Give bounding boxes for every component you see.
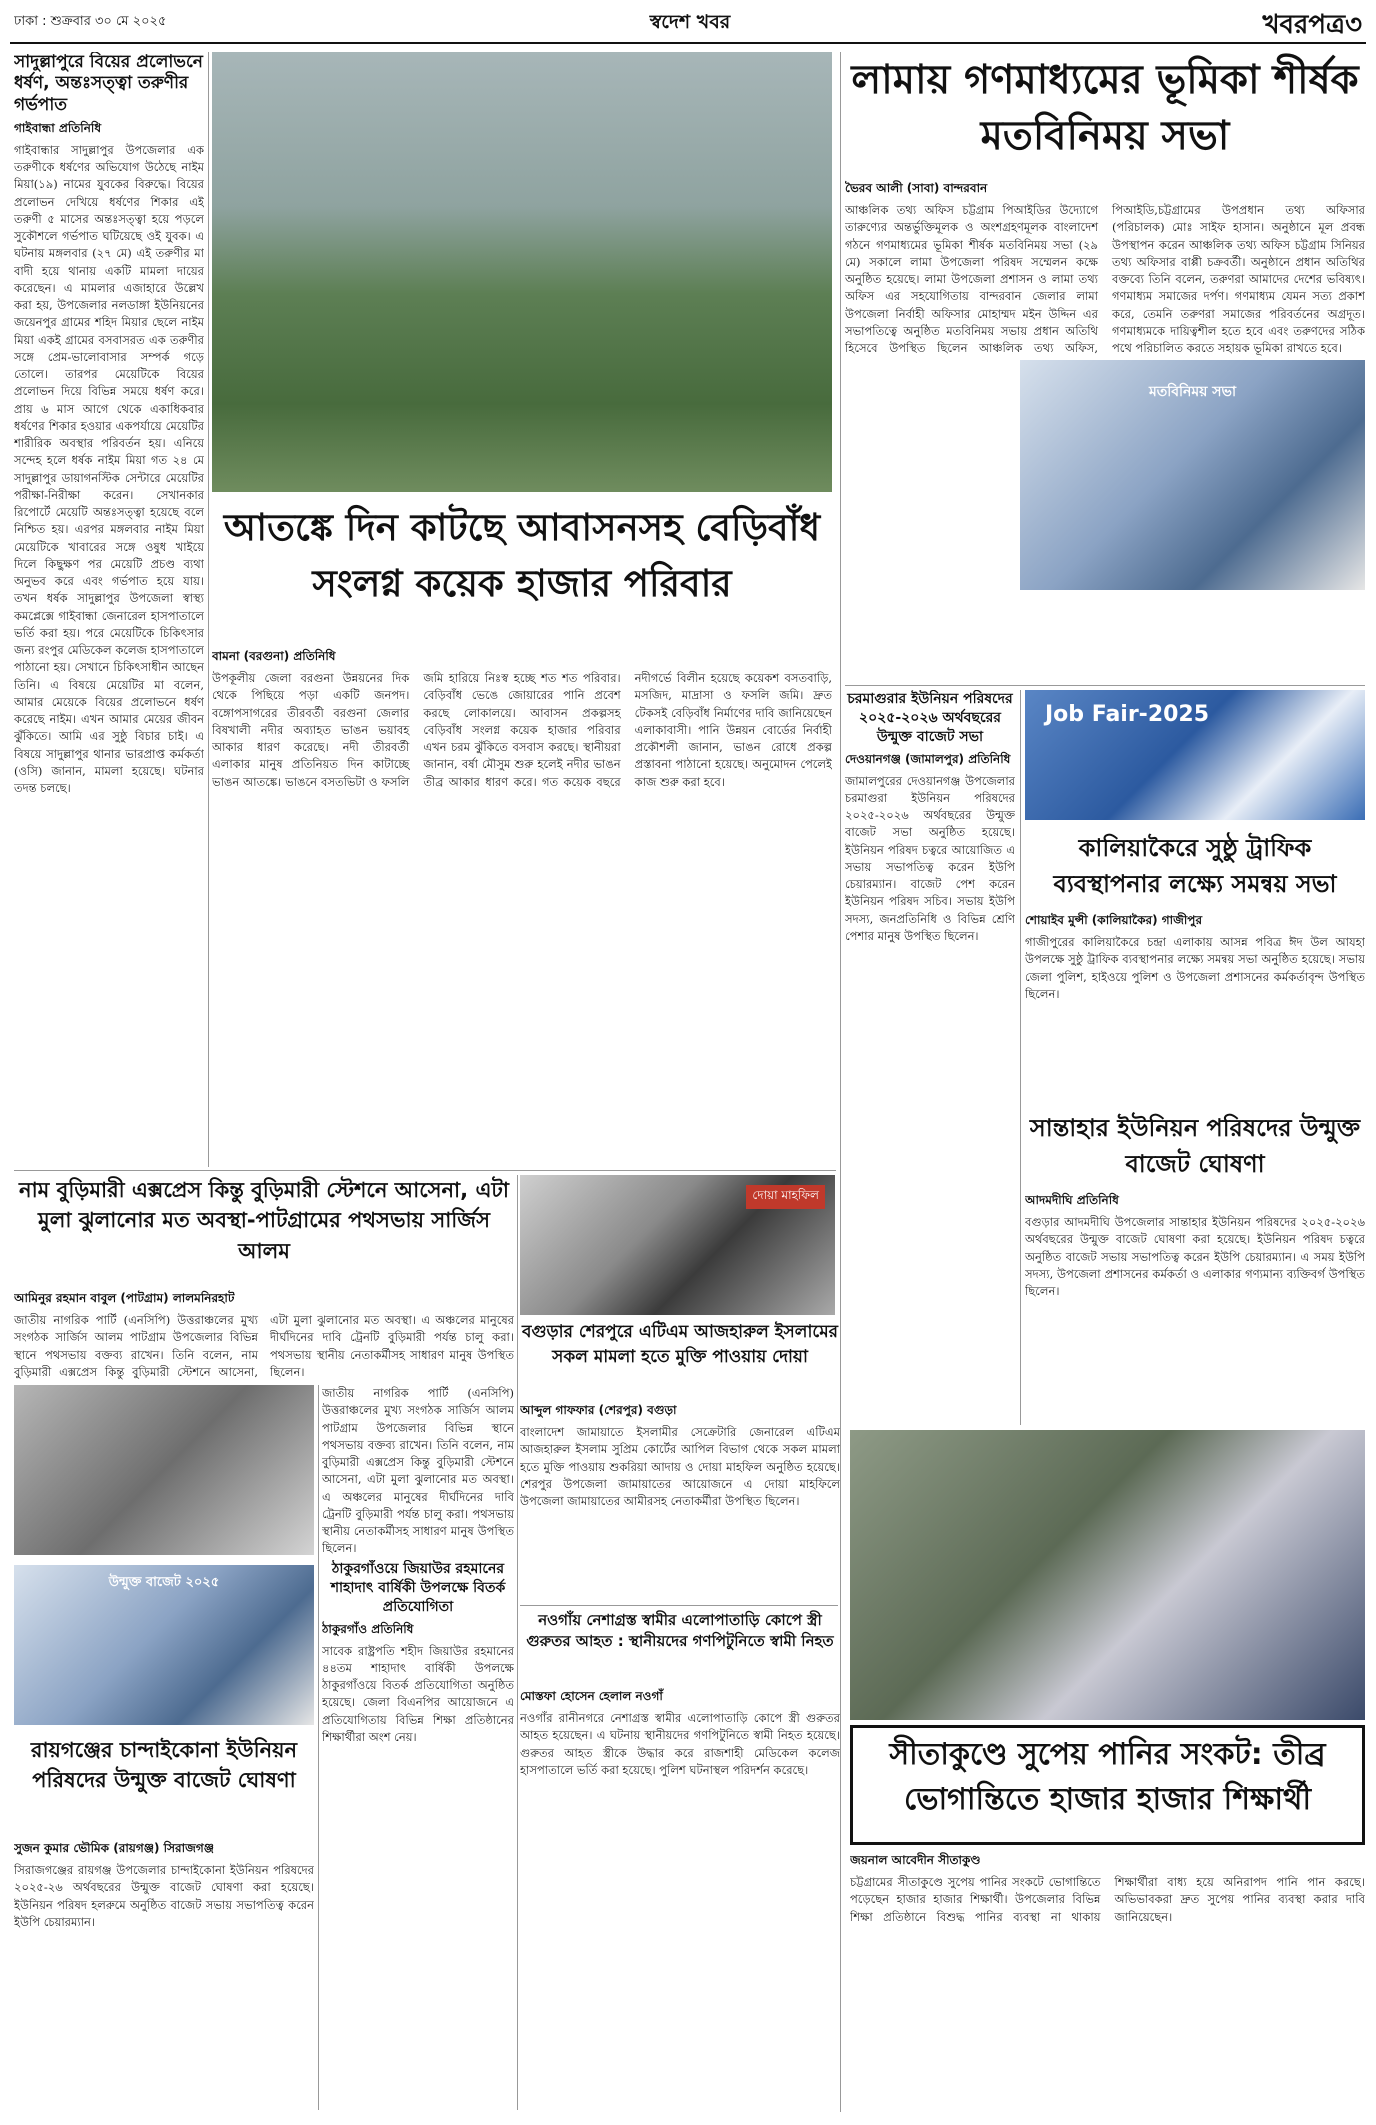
- lama-meeting-photo: [1020, 360, 1365, 590]
- byline: আব্দুল গাফফার (শেরপুর) বগুড়া: [520, 1403, 677, 1417]
- riverbank-photo: [212, 52, 832, 492]
- headline: আতঙ্কে দিন কাটছে আবাসনসহ বেড়িবাঁধ সংলগ্ন কয়েক হাজার পরিবার: [223, 506, 821, 605]
- headline: কালিয়াকৈরে সুষ্ঠু ট্রাফিক ব্যবস্থাপনার লক্ষ্যে সমন্বয় সভা: [1053, 834, 1337, 898]
- byline: মোস্তফা হোসেন হেলাল নওগাঁ: [520, 1689, 663, 1703]
- article-kaliakair: [1025, 912, 1365, 1102]
- article-burimari: [14, 1290, 514, 1380]
- bedibadh-headline-box: [212, 500, 832, 640]
- article-body: জামালপুরের দেওয়ানগঞ্জ উপজেলার চরমাগুরা ইউনিয়ন পরিষদের ২০২৫-২০২৬ অর্থবছরের উন্মুক্ত বাজেট সভা অনুষ্ঠিত হয়েছে। ইউনিয়ন পরিষদ চত্বরে আয়োজিত এ সভায় সভাপতিত্ব করেন ইউপি চেয়ারম্যান। বাজেট পেশ করেন ইউনিয়ন পরিষদ সচিব। সভায় ইউপি সদস্য, জনপ্রতিনিধি ও বিভিন্ন শ্রেণি পেশার মানুষ উপস্থিত ছিলেন।: [845, 773, 1015, 943]
- page-number: ৩: [1345, 10, 1362, 40]
- article-body: গাইবান্ধার সাদুল্লাপুর উপজেলার এক তরুণীকে ধর্ষণের অভিযোগ উঠেছে নাইম মিয়া(১৯) নামের যুবকের বিরুদ্ধে। বিয়ের প্রলোভন দেখিয়ে ধর্ষণের শিকার এই তরুণী ৫ মাসের অন্তঃসত্ত্বা হয়ে পড়লে সুকৌশলে গর্ভপাত ঘটিয়েছে ওই যুবক। এ ঘটনায় মঙ্গলবার (২৭ মে) এই তরুণীর মা বাদী হয়ে থানায় একটি মামলা দায়ের করেছেন। এ মামলার এজাহারে উল্লেখ করা হয়, উপজেলার নলডাঙ্গা ইউনিয়নের জয়েনপুর গ্রামের শহিদ মিয়ার ছেলে নাইম মিয়া একই গ্রামের বসবাসরত এক তরুণীর সঙ্গে প্রেম-ভালোবাসার সম্পর্ক গড়ে তোলে। তারপর মেয়েটিকে বিয়ের প্রলোভন দিয়ে বিভিন্ন সময়ে ধর্ষণ করে। প্রায় ৬ মাস আগে থেকে একাধিকবার ধর্ষণের শিকার হওয়ার একপর্যায়ে মেয়েটির শারীরিক অবস্থার পরিবর্তন হয়। এনিয়ে সন্দেহ হলে ধর্ষক নাইম মিয়া গত ২৪ মে সাদুল্লাপুর ডায়াগনস্টিক সেন্টারে মেয়েটির পরীক্ষা-নিরীক্ষা করেন। সেখানকার রিপোর্টে মেয়েটি অন্তঃসত্ত্বা হয়েছে বলে নিশ্চিত হয়। এরপর মঙ্গলবার নাইম মিয়া মেয়েটিকে খাবারের সঙ্গে ওষুধ খাইয়ে দিলে কিছুক্ষণ পর মেয়েটি প্রচণ্ড ব্যথা অনুভব করে এবং গর্ভপাত হয়ে যায়। তখন ধর্ষক সাদুল্লাপুর উপজেলা স্বাস্থ্য কমপ্লেক্সে গাইবান্ধা জেনারেল হাসপাতালে ভর্তি করা হয়। পরে মেয়েটিকে চিকিৎসার জন্য রংপুর মেডিকেল কলেজ হাসপাতালে পাঠানো হয়। সেখানে চিকিৎসাধীন আছেন তিনি। এ বিষয়ে মেয়েটির মা বলেন, আমার মেয়েকে বিয়ের প্রলোভনে ধর্ষণ করেছে নাইম। এখন আমার মেয়ের জীবন ঝুঁকিতে। আমি এর সুষ্ঠু বিচার চাই। এ বিষয়ে সাদুল্লাপুর থানার ভারপ্রাপ্ত কর্মকর্তা (ওসি) জানান, মামলা হয়েছে। ঘটনার তদন্ত চলছে।: [14, 142, 204, 795]
- byline: দেওয়ানগঞ্জ (জামালপুর) প্রতিনিধি: [845, 751, 1011, 766]
- article-body: বাংলাদেশ জামায়াতে ইসলামীর সেক্রেটারি জেনারেল এটিএম আজহারুল ইসলাম সুপ্রিম কোর্টের আপিল বিভাগ থেকে সকল মামলা হতে মুক্তি পাওয়ায় শুকরিয়া আদায় ও দোয়া মাহফিল অনুষ্ঠিত হয়েছে। শেরপুর উপজেলা জামায়াতের আয়োজনে এ দোয়া মাহফিলে উপজেলা জামায়াতের আমীরসহ নেতাকর্মীরা উপস্থিত ছিলেন।: [520, 1425, 840, 1508]
- column-divider: [318, 1385, 319, 2110]
- byline: বামনা (বরগুনা) প্রতিনিধি: [212, 649, 336, 663]
- article-body-continued: জাতীয় নাগরিক পার্টি (এনসিপি) উত্তরাঞ্চলের মুখ্য সংগঠক সার্জিস আলম পাটগ্রাম উপজেলার বিভিন্ন স্থানে পথসভায় বক্তব্য রাখেন। তিনি বলেন, নাম বুড়িমারী এক্সপ্রেস কিন্তু বুড়িমারী স্টেশনে আসেনা, এটা মুলা ঝুলানোর মত অবস্থা। এ অঞ্চলের মানুষের দীর্ঘদিনের দাবি ট্রেনটি বুড়িমারী পর্যন্ত চালু করা। পথসভায় স্থানীয় নেতাকর্মীসহ সাধারণ মানুষ উপস্থিত ছিলেন।: [322, 1386, 514, 1556]
- article-santahar: [1025, 1192, 1365, 1422]
- article-body: নওগাঁর রানীনগরে নেশাগ্রস্ত স্বামীর এলোপাতাড়ি কোপে স্ত্রী গুরুতর আহত হয়েছেন। এ ঘটনায় স্থানীয়দের গণপিটুনিতে স্বামী নিহত হয়েছে। গুরুতর আহত স্ত্রীকে উদ্ধার করে রাজশাহী মেডিকেল কলেজ হাসপাতালে ভর্তি করা হয়েছে। পুলিশ ঘটনাস্থল পরিদর্শন করেছে।: [520, 1711, 840, 1777]
- row-divider: [845, 685, 1365, 686]
- article-body: সাবেক রাষ্ট্রপতি শহীদ জিয়াউর রহমানের ৪৪তম শাহাদাৎ বার্ষিকী উপলক্ষে ঠাকুরগাঁওয়ে বিতর্ক প্রতিযোগিতা অনুষ্ঠিত হয়েছে। জেলা বিএনপির আয়োজনে এ প্রতিযোগিতায় বিভিন্ন শিক্ষা প্রতিষ্ঠানের শিক্ষার্থীরা অংশ নেয়।: [322, 1643, 514, 1744]
- article-bedibadh: [212, 648, 832, 1168]
- naogaon-headline-box: [520, 1610, 840, 1685]
- article-sadullapur: [14, 52, 204, 1202]
- date-line: ঢাকা : শুক্রবার ৩০ মে ২০২৫: [14, 14, 167, 29]
- headline: চরমাগুরার ইউনিয়ন পরিষদের ২০২৫-২০২৬ অর্থবছরের উন্মুক্ত বাজেট সভা: [847, 691, 1013, 745]
- article-body: গাজীপুরের কালিয়াকৈরে চন্দ্রা এলাকায় আসন্ন পবিত্র ঈদ উল আযহা উপলক্ষে সুষ্ঠু ট্রাফিক ব্যবস্থাপনার লক্ষ্যে সমন্বয় সভা অনুষ্ঠিত হয়েছে। সভায় জেলা পুলিশ, হাইওয়ে পুলিশ ও উপজেলা প্রশাসনের কর্মকর্তাবৃন্দ উপস্থিত ছিলেন।: [1025, 935, 1365, 1001]
- byline: ভৈরব আলী (সাবা) বান্দরবান: [845, 181, 988, 195]
- article-sitakunda: [850, 1852, 1365, 2110]
- byline: জয়নাল আবেদীন সীতাকুণ্ড: [850, 1853, 981, 1867]
- article-body: সিরাজগঞ্জের রায়গঞ্জ উপজেলার চান্দাইকোনা ইউনিয়ন পরিষদের ২০২৫-২৬ অর্থবছরের উন্মুক্ত বাজেট ঘোষণা করা হয়েছে। ইউনিয়ন পরিষদ হলরুমে অনুষ্ঠিত বাজেট সভায় সভাপতিত্ব করেন ইউপি চেয়ারম্যান।: [14, 1863, 314, 1929]
- paper-name: খবরপত্র: [1262, 10, 1346, 40]
- headline: নাম বুড়িমারী এক্সপ্রেস কিন্তু বুড়িমারী স্টেশনে আসেনা, এটা মুলা ঝুলানোর মত অবস্থা-পাটগ্রামের পথসভায় সার্জিস আলম: [19, 1178, 509, 1263]
- section-title: স্বদেশ খবর: [649, 11, 731, 33]
- article-body: চট্টগ্রামের সীতাকুণ্ডে সুপেয় পানির সংকটে ভোগান্তিতে পড়েছেন হাজার হাজার শিক্ষার্থী। উপজেলার বিভিন্ন শিক্ষা প্রতিষ্ঠানে বিশুদ্ধ পানির ব্যবস্থা না থাকায় শিক্ষার্থীরা বাধ্য হয়ে অনিরাপদ পানি পান করছে। অভিভাবকরা দ্রুত সুপেয় পানির ব্যবস্থা করার দাবি জানিয়েছেন।: [850, 1875, 1365, 1924]
- byline: আমিনুর রহমান বাবুল (পাটগ্রাম) লালমনিরহাট: [14, 1291, 235, 1305]
- raiganj-photo: [14, 1565, 314, 1725]
- article-thakurgaon: [322, 1560, 514, 2080]
- article-body: বগুড়ার আদমদীঘি উপজেলার সান্তাহার ইউনিয়ন পরিষদের ২০২৫-২০২৬ অর্থবছরের উন্মুক্ত বাজেট ঘোষণা করা হয়েছে। ইউনিয়ন পরিষদ চত্বরে অনুষ্ঠিত বাজেট সভায় সভাপতিত্ব করেন ইউপি চেয়ারম্যান। এ সময় ইউপি সদস্য, উপজেলা প্রশাসনের কর্মকর্তা ও এলাকার গণ্যমান্য ব্যক্তিবর্গ উপস্থিত ছিলেন।: [1025, 1215, 1365, 1298]
- sherpur-photo: [520, 1175, 835, 1315]
- article-body: জাতীয় নাগরিক পার্টি (এনসিপি) উত্তরাঞ্চলের মুখ্য সংগঠক সার্জিস আলম পাটগ্রাম উপজেলার বিভিন্ন স্থানে পথসভায় বক্তব্য রাখেন। তিনি বলেন, নাম বুড়িমারী এক্সপ্রেস কিন্তু বুড়িমারী স্টেশনে আসেনা, এটা মুলা ঝুলানোর মত অবস্থা। এ অঞ্চলের মানুষের দীর্ঘদিনের দাবি ট্রেনটি বুড়িমারী পর্যন্ত চালু করা। পথসভায় স্থানীয় নেতাকর্মীসহ সাধারণ মানুষ উপস্থিত ছিলেন।: [14, 1313, 514, 1379]
- job-fair-banner-text: Job Fair-2025: [1045, 702, 1210, 727]
- burimari-photo: [14, 1385, 314, 1555]
- article-body: আঞ্চলিক তথ্য অফিস চট্টগ্রাম পিআইডির উদ্যোগে তারুণ্যের অন্তর্ভুক্তিমূলক ও অংশগ্রহণমূলক বাংলাদেশ গঠনে গণমাধ্যমের ভূমিকা শীর্ষক মতবিনিময় সভা (২৯ মে) সকালে লামা উপজেলা পরিষদ সম্মেলন কক্ষে অনুষ্ঠিত হয়েছে। লামা উপজেলা প্রশাসন ও লামা তথ্য অফিস এর সহযোগিতায় বান্দরবান জেলার লামা উপজেলা নির্বাহী অফিসার মোহাম্মদ মইন উদ্দিন এর সভাপতিত্বে অনুষ্ঠিত মতবিনিময় সভায় প্রধান অতিথি হিসেবে উপস্থিত ছিলেন আঞ্চলিক তথ্য অফিস, পিআইডি,চট্টগ্রামের উপপ্রধান তথ্য অফিসার (পরিচালক) মোঃ সাইফ হাসান। অনুষ্ঠানে মূল প্রবন্ধ উপস্থাপন করেন আঞ্চলিক তথ্য অফিস চট্টগ্রাম সিনিয়র তথ্য অফিসার বাপ্পী চক্রবর্তী। অনুষ্ঠানে প্রধান অতিথির বক্তব্যে তিনি বলেন, তরুণরা আমাদের দেশের ভবিষ্যৎ। গণমাধ্যম সমাজের দর্পণ। গণমাধ্যম যেমন সত্য প্রকাশ করে, তেমনি তরুণরা সমাজের পরিবর্তনের অগ্রদূত। গণমাধ্যমকে দায়িত্বশীল হতে হবে এবং তরুণদের সঠিক পথে পরিচালিত করতে সহায়ক ভূমিকা রাখতে হবে।: [845, 203, 1365, 355]
- masthead-rule: [10, 42, 1366, 44]
- row-divider: [520, 1605, 838, 1606]
- headline: লামায় গণমাধ্যমের ভূমিকা শীর্ষক মতবিনিময় সভা: [851, 57, 1359, 159]
- column-divider: [1020, 690, 1021, 1425]
- sitakunda-photo: [850, 1430, 1365, 1720]
- row-divider: [14, 1170, 836, 1171]
- lama-headline-box: [845, 52, 1365, 172]
- headline: রায়গঞ্জের চান্দাইকোনা ইউনিয়ন পরিষদের উন্মুক্ত বাজেট ঘোষণা: [30, 1738, 298, 1793]
- article-raiganj: [14, 1840, 314, 2110]
- sherpur-banner-text: দোয়া মাহফিল: [746, 1185, 825, 1209]
- headline: সাদুল্লাপুরে বিয়ের প্রলোভনে ধর্ষণ, অন্তঃসত্ত্বা তরুণীর গর্ভপাত: [14, 52, 203, 115]
- job-fair-photo: [1025, 690, 1365, 820]
- byline: সুজন কুমার ভৌমিক (রায়গঞ্জ) সিরাজগঞ্জ: [14, 1841, 214, 1855]
- column-divider: [840, 52, 841, 2112]
- article-budget-chormagura: [845, 690, 1015, 1270]
- santahar-headline-box: [1025, 1110, 1365, 1190]
- headline: নওগাঁয় নেশাগ্রস্ত স্বামীর এলোপাতাড়ি কোপে স্ত্রী গুরুতর আহত : স্থানীয়দের গণপিটুনিতে স্বামী নিহত: [526, 1611, 834, 1650]
- sitakunda-headline-box: [850, 1725, 1365, 1845]
- byline: ঠাকুরগাঁও প্রতিনিধি: [322, 1621, 414, 1636]
- sherpur-headline-box: [520, 1320, 840, 1400]
- column-divider: [208, 52, 209, 1167]
- article-sherpur: [520, 1402, 840, 1602]
- article-body: উপকূলীয় জেলা বরগুনা উন্নয়নের দিক থেকে পিছিয়ে পড়া একটি জনপদ। বঙ্গোপসাগরের তীরবর্তী বরগুনা জেলার বিষখালী নদীর অব্যাহত ভাঙন ভয়াবহ আকার ধারণ করেছে। নদী তীরবর্তী এলাকার মানুষ প্রতিনিয়ত দিন কাটাচ্ছে ভাঙন আতঙ্কে। ভাঙনে বসতভিটা ও ফসলি জমি হারিয়ে নিঃস্ব হচ্ছে শত শত পরিবার। বেড়িবাঁধ ভেঙে জোয়ারের পানি প্রবেশ করছে লোকালয়ে। আবাসন প্রকল্পসহ বেড়িবাঁধ সংলগ্ন কয়েক হাজার পরিবার এখন চরম ঝুঁকিতে বসবাস করছে। স্থানীয়রা জানান, বর্ষা মৌসুম শুরু হলেই নদীর ভাঙন তীব্র আকার ধারণ করে। গত কয়েক বছরে নদীগর্ভে বিলীন হয়েছে কয়েকশ বসতবাড়ি, মসজিদ, মাদ্রাসা ও ফসলি জমি। দ্রুত টেকসই বেড়িবাঁধ নির্মাণের দাবি জানিয়েছেন এলাকাবাসী। পানি উন্নয়ন বোর্ডের নির্বাহী প্রকৌশলী জানান, ভাঙন রোধে প্রকল্প প্রস্তাবনা পাঠানো হয়েছে। অনুমোদন পেলেই কাজ শুরু করা হবে।: [212, 671, 832, 789]
- headline: বগুড়ার শেরপুরে এটিএম আজহারুল ইসলামের সকল মামলা হতে মুক্তি পাওয়ায় দোয়া: [522, 1322, 838, 1367]
- article-naogaon: [520, 1688, 840, 2108]
- headline: ঠাকুরগাঁওয়ে জিয়াউর রহমানের শাহাদাৎ বার্ষিকী উপলক্ষে বিতর্ক প্রতিযোগিতা: [330, 1561, 506, 1615]
- kaliakair-headline-box: [1025, 830, 1365, 910]
- headline: সান্তাহার ইউনিয়ন পরিষদের উন্মুক্ত বাজেট ঘোষণা: [1029, 1114, 1361, 1178]
- byline: গাইবান্ধা প্রতিনিধি: [14, 120, 102, 135]
- raiganj-banner-text: উন্মুক্ত বাজেট ২০২৫: [108, 1575, 220, 1590]
- byline: শোয়াইব মুন্সী (কালিয়াকৈর) গাজীপুর: [1025, 913, 1203, 927]
- raiganj-headline-box: [14, 1735, 314, 1835]
- byline: আদমদীঘি প্রতিনিধি: [1025, 1193, 1119, 1207]
- column-divider: [517, 1175, 518, 2110]
- headline: সীতাকুণ্ডে সুপেয় পানির সংকট: তীব্র ভোগান্তিতে হাজার হাজার শিক্ষার্থী: [889, 1737, 1326, 1817]
- burimari-headline-box: [14, 1175, 514, 1285]
- photo-banner-text: মতবিনিময় সভা: [1148, 384, 1237, 400]
